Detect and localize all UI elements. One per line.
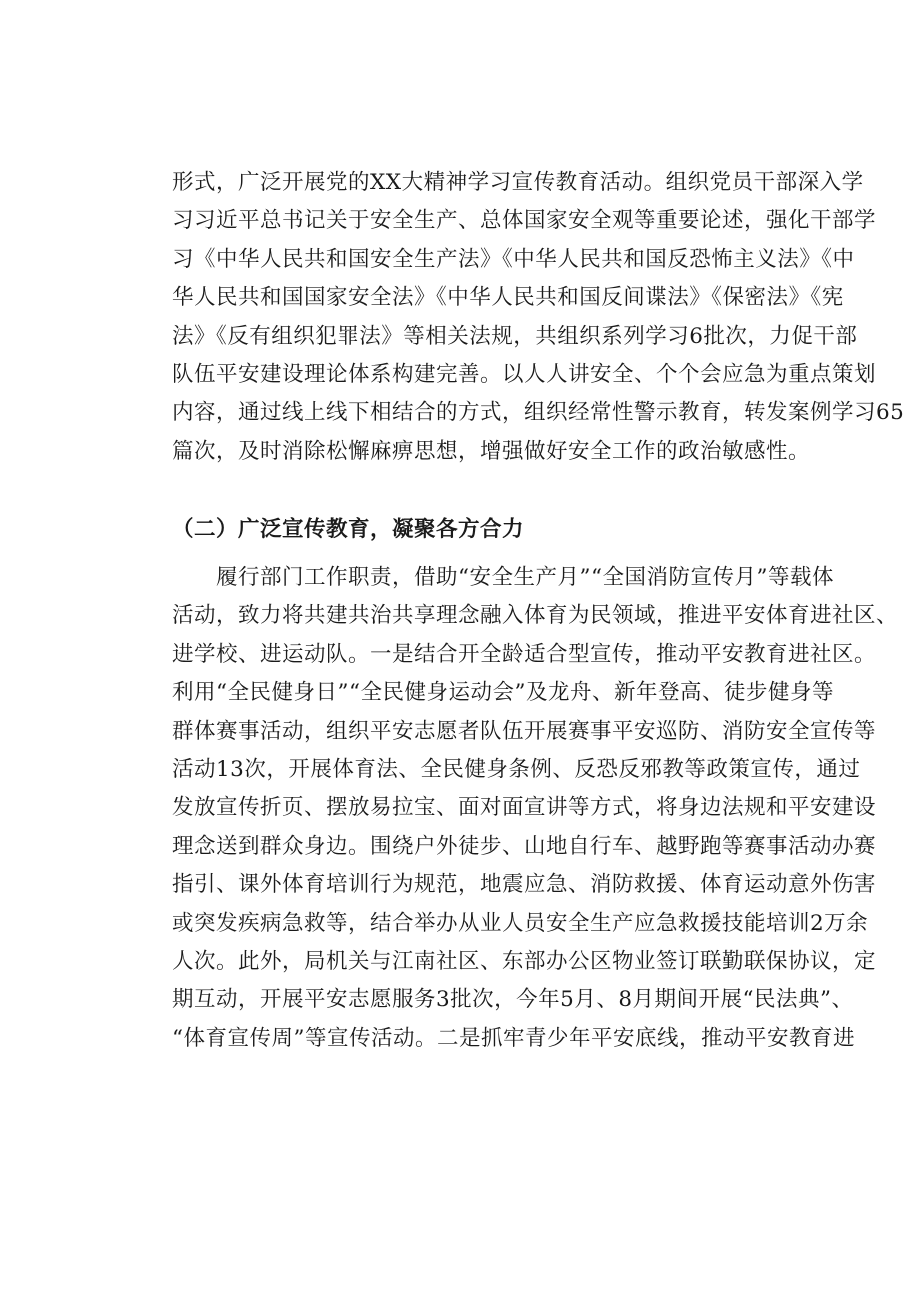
paragraph-line: 内容，通过线上线下相结合的方式，组织经常性警示教育，转发案例学习65 bbox=[172, 400, 905, 426]
paragraph-line: 指引、课外体育培训行为规范，地震应急、消防救援、体育运动意外伤害 bbox=[172, 872, 877, 898]
paragraph-line: 期互动，开展平安志愿服务3批次，今年5月、8月期间开展“民法典”、 bbox=[172, 987, 854, 1013]
paragraph-line: 履行部门工作职责，借助“安全生产月”“全国消防宣传月”等载体 bbox=[172, 565, 834, 590]
paragraph-line: “体育宣传周”等宣传活动。二是抓牢青少年平安底线，推动平安教育进 bbox=[172, 1025, 855, 1051]
paragraph-line: 形式，广泛开展党的XX大精神学习宣传教育活动。组织党员干部深入学 bbox=[172, 170, 864, 195]
paragraph-2 bbox=[172, 559, 899, 1058]
paragraph-line: 华人民共和国国家安全法》《中华人民共和国反间谍法》《保密法》《宪 bbox=[172, 285, 844, 311]
paragraph-line: 或突发疾病急救等，结合举办从业人员安全生产应急救援技能培训2万余 bbox=[172, 910, 869, 936]
paragraph-1 bbox=[172, 164, 905, 471]
paragraph-line: 理念送到群众身边。围绕户外徒步、山地自行车、越野跑等赛事活动办赛 bbox=[172, 833, 877, 859]
paragraph-line: 篇次，及时消除松懈麻痹思想，增强做好安全工作的政治敏感性。 bbox=[172, 438, 811, 464]
paragraph-line: 习习近平总书记关于安全生产、总体国家安全观等重要论述，强化干部学 bbox=[172, 208, 877, 234]
paragraph-line: 队伍平安建设理论体系构建完善。以人人讲安全、个个会应急为重点策划 bbox=[172, 361, 877, 387]
paragraph-line: 群体赛事活动，组织平安志愿者队伍开展赛事平安巡防、消防安全宣传等 bbox=[172, 718, 877, 744]
paragraph-line: 习《中华人民共和国安全生产法》《中华人民共和国反恐怖主义法》《中 bbox=[172, 246, 855, 272]
paragraph-line: 人次。此外，局机关与江南社区、东部办公区物业签订联勤联保协议，定 bbox=[172, 948, 877, 974]
paragraph-line: 利用“全民健身日”“全民健身运动会”及龙舟、新年登高、徒步健身等 bbox=[172, 680, 834, 706]
paragraph-line: 法》《反有组织犯罪法》等相关法规，共组织系列学习6批次，力促干部 bbox=[172, 323, 858, 349]
paragraph-line: 活动，致力将共建共治共享理念融入体育为民领域，推进平安体育进社区、 bbox=[172, 603, 899, 629]
paragraph-line: 进学校、进运动队。一是结合开全龄适合型宣传，推动平安教育进社区。 bbox=[172, 641, 877, 667]
section-heading: （二）广泛宣传教育，凝聚各方合力 bbox=[172, 517, 525, 542]
paragraph-line: 活动13次，开展体育法、全民健身条例、反恐反邪教等政策宣传，通过 bbox=[172, 756, 861, 782]
paragraph-line: 发放宣传折页、摆放易拉宝、面对面宣讲等方式，将身边法规和平安建设 bbox=[172, 795, 877, 821]
